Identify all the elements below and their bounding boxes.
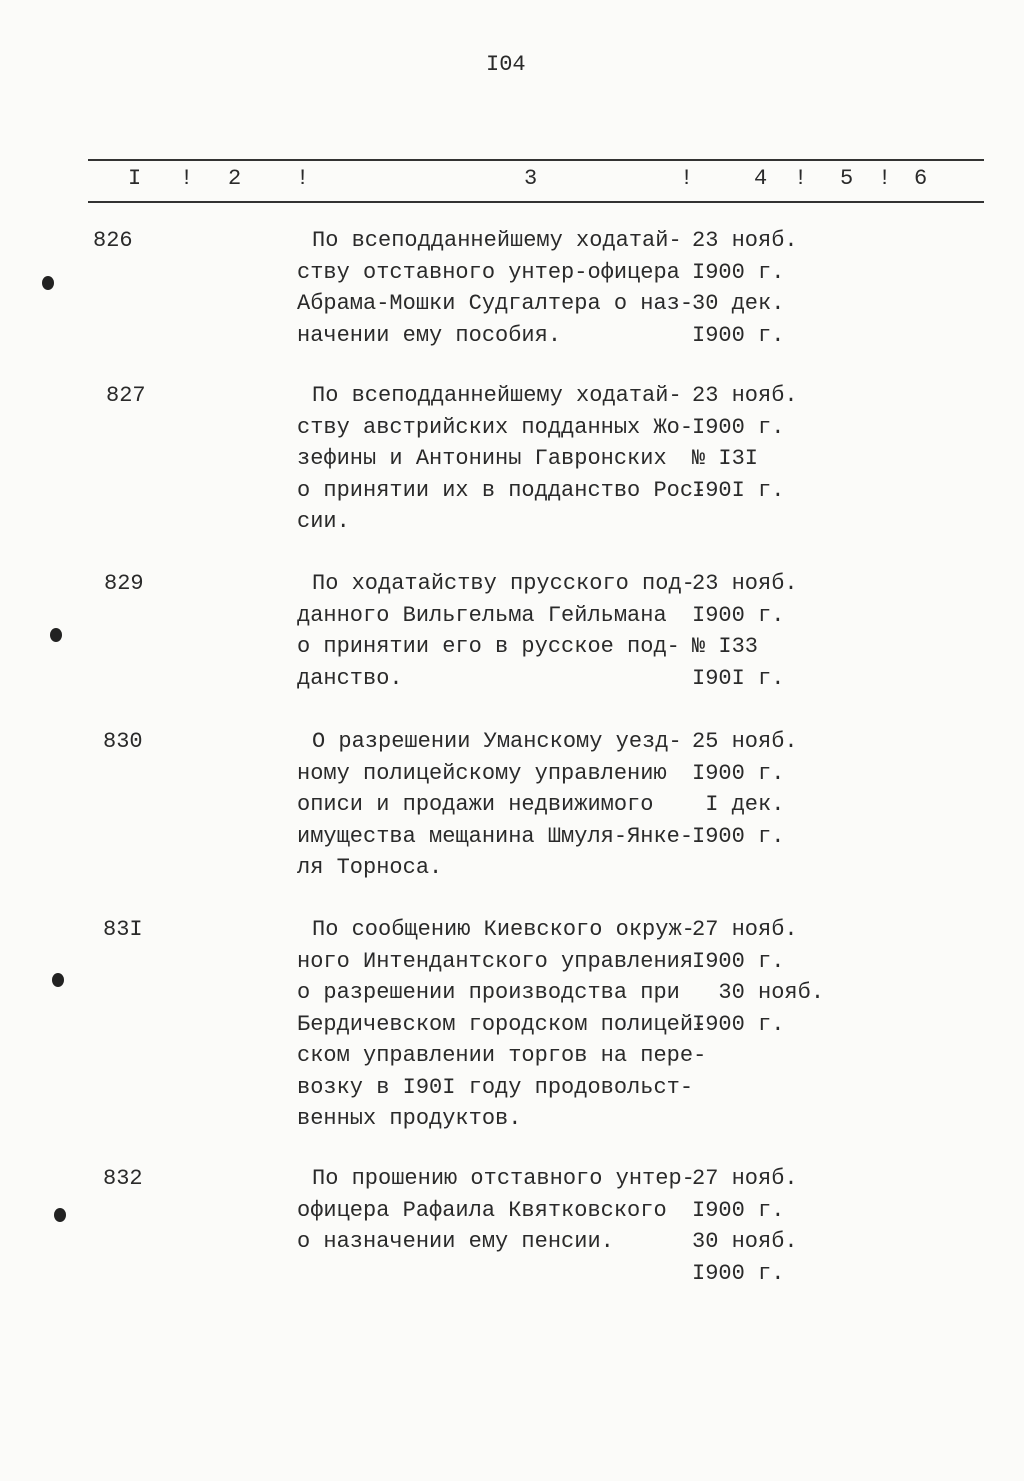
date-line: I900 г. <box>692 1197 785 1223</box>
description-line: ного Интендантского управления <box>297 948 694 974</box>
entry-description <box>297 380 706 538</box>
description-line: По ходатайству прусского под- <box>312 571 695 596</box>
description-line: зефины и Антонины Гавронских <box>297 446 667 471</box>
description-line: Абрама-Мошки Судгалтера о наз- <box>297 291 694 316</box>
description-line: офицера Рафаила Квятковского <box>297 1197 667 1223</box>
description-line: ском управлении торгов на пере- <box>297 1043 707 1068</box>
description-line: о принятии его в русское под- <box>297 634 680 659</box>
entry-description <box>297 225 693 351</box>
date-line: I900 г. <box>692 760 785 786</box>
entry-number: 830 <box>103 729 143 754</box>
description-line: По прошению отставного унтер- <box>312 1166 695 1191</box>
entry-number: 829 <box>104 571 144 596</box>
punch-hole-mark <box>42 276 54 290</box>
date-line: № I33 <box>692 634 759 659</box>
date-line: I900 г. <box>692 414 785 440</box>
entry-dates <box>692 225 798 351</box>
col-5-header: 5 <box>840 166 854 191</box>
col-2-header: 2 <box>228 166 242 191</box>
description-line: ному полицейскому управлению <box>297 760 667 786</box>
description-line: возку в I90I году продовольст- <box>297 1074 694 1100</box>
col-3-header: 3 <box>524 166 538 191</box>
description-line: По всеподданнейшему ходатай- <box>312 228 682 253</box>
description-line: О разрешении Уманскому уезд- <box>312 729 682 754</box>
date-line: 23 нояб. <box>692 228 798 253</box>
date-line: I90I г. <box>692 665 785 691</box>
entry-number: 826 <box>93 228 133 253</box>
col-1-header: I <box>128 166 142 191</box>
description-line: ству австрийских подданных Жо- <box>297 414 694 440</box>
entry-number: 83I <box>103 917 143 942</box>
date-line: I900 г. <box>692 1011 785 1037</box>
col-separator: ! <box>180 166 194 191</box>
description-line: данного Вильгельма Гейльмана <box>297 602 667 628</box>
date-line: I900 г. <box>692 322 785 348</box>
entry-description <box>297 726 693 884</box>
description-line: имущества мещанина Шмуля-Янке- <box>297 823 694 849</box>
description-line: данство. <box>297 665 403 691</box>
col-separator: ! <box>296 166 310 191</box>
entry-dates <box>692 568 798 694</box>
punch-hole-mark <box>54 1208 66 1222</box>
entry-dates <box>692 1163 798 1289</box>
punch-hole-mark <box>52 973 64 987</box>
date-line: 27 нояб. <box>692 917 798 942</box>
date-line: 30 нояб. <box>692 980 825 1005</box>
description-line: По сообщению Киевского окруж- <box>312 917 695 942</box>
entry-description <box>297 568 695 694</box>
description-line: венных продуктов. <box>297 1106 522 1131</box>
date-line: 30 дек. <box>692 291 785 316</box>
punch-hole-mark <box>50 628 62 642</box>
date-line: I дек. <box>692 792 785 817</box>
description-line: ству отставного унтер-офицера <box>297 259 680 285</box>
entry-number: 827 <box>106 383 146 408</box>
description-line: о назначении ему пенсии. <box>297 1229 614 1254</box>
col-separator: ! <box>794 166 808 191</box>
date-line: I900 г. <box>692 259 785 285</box>
description-line: сии. <box>297 509 350 534</box>
entry-description <box>297 1163 695 1258</box>
header-bottom-rule <box>88 201 984 203</box>
col-6-header: 6 <box>914 166 928 191</box>
col-separator: ! <box>878 166 892 191</box>
date-line: 30 нояб. <box>692 1229 798 1254</box>
date-line: I900 г. <box>692 1260 785 1286</box>
entry-dates <box>692 914 824 1040</box>
description-line: ля Торноса. <box>297 855 443 880</box>
description-line: По всеподданнейшему ходатай- <box>312 383 682 408</box>
date-line: 23 нояб. <box>692 571 798 596</box>
date-line: I900 г. <box>692 948 785 974</box>
description-line: описи и продажи недвижимого <box>297 792 654 817</box>
table-header <box>88 166 984 196</box>
entry-number: 832 <box>103 1166 143 1191</box>
description-line: Бердичевском городском полицей- <box>297 1011 707 1037</box>
entry-dates <box>692 380 798 506</box>
entry-dates <box>692 726 798 852</box>
date-line: 25 нояб. <box>692 729 798 754</box>
date-line: I900 г. <box>692 823 785 849</box>
date-line: 27 нояб. <box>692 1166 798 1191</box>
description-line: начении ему пособия. <box>297 322 562 348</box>
page-number: I04 <box>486 52 526 77</box>
description-line: о разрешении производства при <box>297 980 680 1005</box>
entry-description <box>297 914 706 1135</box>
col-separator: ! <box>680 166 694 191</box>
col-4-header: 4 <box>754 166 768 191</box>
date-line: I900 г. <box>692 602 785 628</box>
date-line: 23 нояб. <box>692 383 798 408</box>
date-line: I90I г. <box>692 477 785 503</box>
header-top-rule <box>88 159 984 161</box>
date-line: № I3I <box>692 446 759 471</box>
description-line: о принятии их в подданство Рос- <box>297 477 707 503</box>
